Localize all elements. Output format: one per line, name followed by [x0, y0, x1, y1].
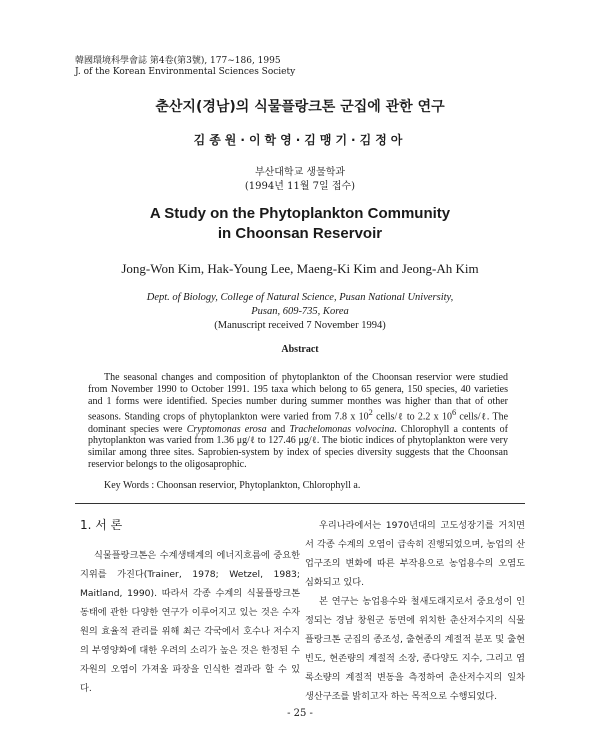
intro-paragraph-2: 우리나라에서는 1970년대의 고도성장기를 거치면서 각종 수계의 오염이 급속히 진행되었으며, 농업의 산업구조의 변화에 따른 부작용으로 농업용수의 오염도 심화되고 있다. — [305, 520, 525, 588]
keywords: Key Words : Choonsan reservior, Phytoplankton, Chlorophyll a. — [104, 480, 361, 491]
abstract-part-3: . Chlorophyll a contents of phytoplankton was varied from 1.36 μg/ℓ to 127.46 μg/ℓ. The biotic indices of phytoplankton were very similar among three sites. Saprobien-system by index of species diversity suggests that the Choonsan reservior belongs to the oligosaprophic. — [88, 423, 508, 470]
page-number: - 25 - — [287, 708, 313, 719]
title-english — [0, 204, 600, 244]
affiliation-english — [0, 291, 600, 333]
authors-english: Jong-Won Kim, Hak-Young Lee, Maeng-Ki Kim and Jeong-Ah Kim — [121, 261, 479, 276]
received-date-korean: (1994년 11월 7일 접수) — [244, 181, 356, 192]
column-left — [80, 546, 300, 698]
intro-paragraph-3: 본 연구는 농업용수와 철새도래지로서 중요성이 인정되는 경남 창원군 동면에 위치한 춘산저수지의 식물플랑크톤 군집의 종조성, 출현종의 계절적 분포 및 출현빈도, 현존량의 계절적 소장, 종다양도 지수, 그리고 엽록소량의 계절적 변동을 측정하여 춘산저수지의 일차 생산구조를 밝히고자 하는 목적으로 수행되었다. — [305, 596, 525, 702]
abstract-exp-low: 2 — [368, 408, 373, 418]
affiliation-line1: Dept. of Biology, College of Natural Science, Pusan National University, — [146, 292, 454, 303]
journal-line-korean: 韓國環境科學會誌 第4卷(第3號), 177∼186, 1995 — [75, 56, 281, 66]
title-english-line2: in Choonsan Reservoir — [217, 225, 383, 242]
title-korean: 춘산지(경남)의 식물플랑크톤 군집에 관한 연구 — [155, 99, 445, 115]
abstract-heading: Abstract — [281, 344, 319, 355]
species-cryptomonas: Cryptomonas erosa — [186, 423, 267, 435]
journal-citation — [75, 56, 295, 78]
abstract-text — [88, 372, 508, 471]
abstract-exp-high: 6 — [451, 408, 457, 418]
abstract-value-low: 7.8 x 10 — [334, 411, 369, 423]
column-right — [305, 516, 525, 706]
abstract-and: and — [270, 423, 290, 435]
species-trachelomonas: Trachelomonas volvocina — [289, 423, 395, 435]
manuscript-received: (Manuscript received 7 November 1994) — [214, 320, 386, 331]
title-english-line1: A Study on the Phytoplankton Community — [149, 205, 451, 222]
abstract-part-1: The seasonal changes and composition of phytoplankton of the Choonsan reservior were studied from November 1990 to October 1991. 195 taxa which belong to 65 genera, 150 species, 40 varieties and 1 forms were identified. Species number during summer monthes was higher than that of other seasons. Standing crops of phytoplankton were varied from — [88, 372, 508, 423]
abstract-part-2: cells/ℓ. The dominant species were — [88, 411, 509, 435]
authors-korean: 김종원·이학영·김맹기·김정아 — [193, 133, 407, 147]
divider — [75, 503, 525, 504]
abstract-value-high: cells/ℓ to 2.2 x 10 — [372, 411, 452, 423]
affiliation-korean: 부산대학교 생물학과 — [254, 167, 346, 178]
journal-line-english: J. of the Korean Environmental Sciences Society — [75, 67, 296, 77]
affiliation-line2: Pusan, 609-735, Korea — [251, 306, 349, 317]
section-heading-introduction: 1. 서 론 — [80, 518, 123, 532]
intro-paragraph-1: 식물플랑크톤은 수계생태계의 에너지흐름에 중요한 지위를 가진다(Trainer, 1978; Wetzel, 1983; Maitland, 1990). 따라서 각종 수계의 식물플랑크톤 동태에 관한 다양한 연구가 이루어지고 있는 것은 수자원의 효율적 관리를 위해 최근 각국에서 호수나 저수지의 부영양화에 대한 우려의 소리가 높은 것은 한정된 수자원의 오염이 가져올 파장을 인식한 결과라 할 수 있다. — [80, 550, 300, 694]
abstract-body — [88, 372, 508, 471]
